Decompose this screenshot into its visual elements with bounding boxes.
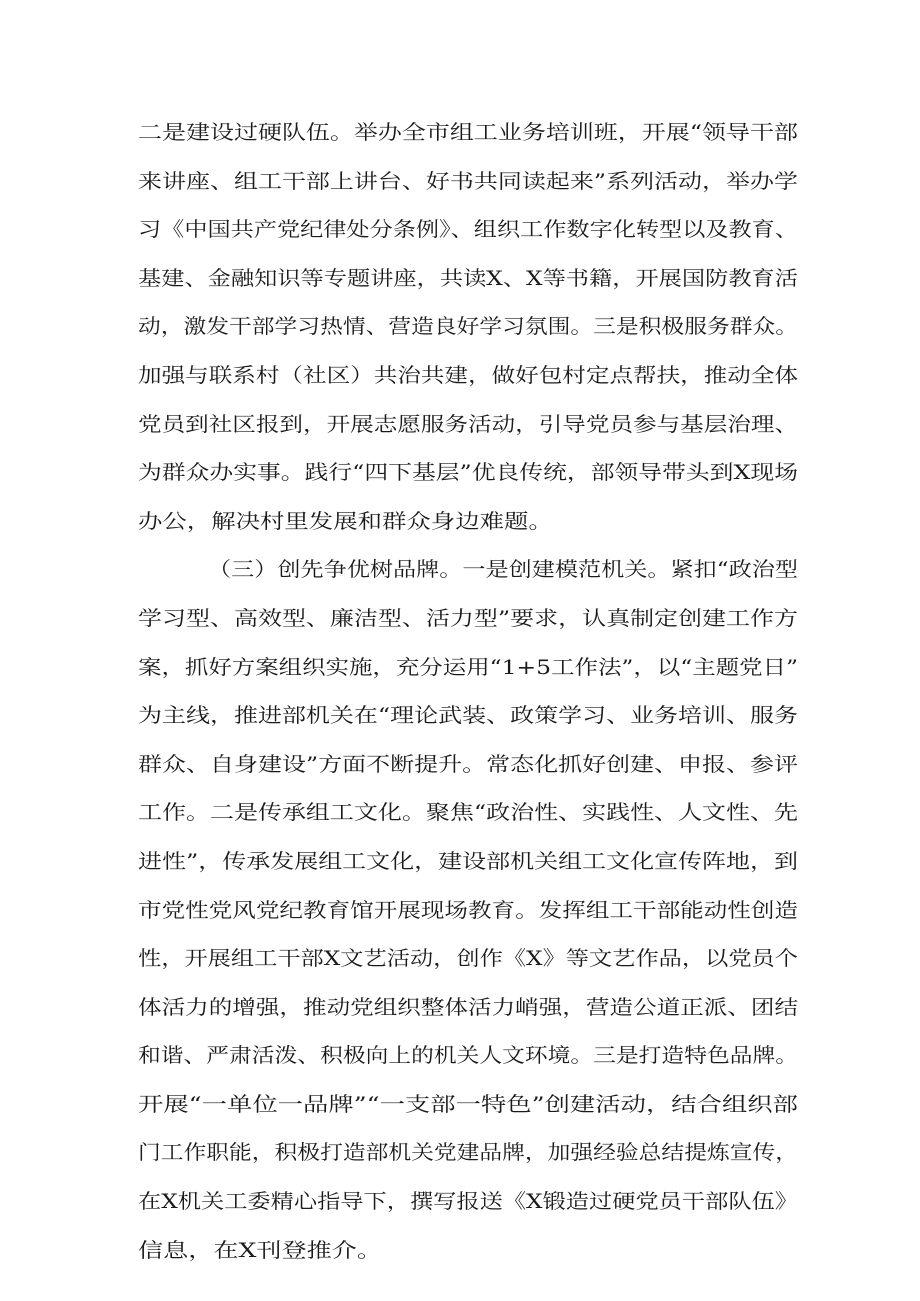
line-text: 门工作职能，积极打造部机关党建品牌，加强经验总结提炼宣传， xyxy=(138,1140,798,1165)
line-text: 和谐、严肃活泼、积极向上的机关人文环境。三是打造特色品牌。 xyxy=(138,1043,798,1068)
document-body xyxy=(138,108,798,1274)
text-line-last xyxy=(138,497,798,546)
line-text: 体活力的增强，推动党组织整体活力峭强，营造公道正派、团结 xyxy=(138,994,799,1019)
text-line xyxy=(138,157,798,206)
line-text: 为主线，推进部机关在“理论武装、政策学习、业务培训、服务 xyxy=(138,703,799,728)
text-line xyxy=(138,643,798,692)
text-line xyxy=(138,983,798,1032)
text-line xyxy=(138,1080,798,1129)
line-text: 基建、金融知识等专题讲座，共读X、X等书籍，开展国防教育活 xyxy=(138,265,799,290)
text-line-last xyxy=(138,1226,798,1275)
line-text: 来讲座、组工干部上讲台、好书共同读起来”系列活动，举办学 xyxy=(138,168,799,193)
paragraph-team-building xyxy=(138,108,798,545)
paragraph-brand-building xyxy=(138,545,798,1274)
line-text: 学习型、高效型、廉洁型、活力型”要求，认真制定创建工作方 xyxy=(138,605,799,630)
text-line xyxy=(138,691,798,740)
text-line xyxy=(138,740,798,789)
text-line xyxy=(138,837,798,886)
text-line xyxy=(138,254,798,303)
line-text: 群众、自身建设”方面不断提升。常态化抓好创建、申报、参评 xyxy=(138,751,799,776)
line-text: 习《中国共产党纪律处分条例》、组织工作数字化转型以及教育、 xyxy=(138,217,799,242)
line-text: 案，抓好方案组织实施，充分运用“1+5工作法”，以“主题党日” xyxy=(138,654,799,679)
line-text: 在X机关工委精心指导下，撰写报送《X锻造过硬党员干部队伍》 xyxy=(138,1189,799,1214)
line-text: 二是建设过硬队伍。举办全市组工业务培训班，开展“领导干部 xyxy=(138,120,799,144)
line-text: 开展“一单位一品牌”“一支部一特色”创建活动，结合组织部 xyxy=(138,1091,798,1116)
line-text: 为群众办实事。践行“四下基层”优良传统，部领导带头到X现场 xyxy=(138,460,799,485)
text-line xyxy=(138,934,798,983)
text-line xyxy=(138,1177,798,1226)
line-text: 性，开展组工干部X文艺活动，创作《X》等文艺作品，以党员个 xyxy=(138,946,799,971)
line-text: 加强与联系村（社区）共治共建，做好包村定点帮扶，推动全体 xyxy=(138,362,799,387)
line-text: 办公，解决村里发展和群众身边难题。 xyxy=(138,508,553,533)
text-line xyxy=(138,108,798,157)
text-line xyxy=(138,302,798,351)
text-line xyxy=(138,788,798,837)
text-line xyxy=(138,400,798,449)
text-line xyxy=(138,205,798,254)
line-text: 进性”，传承发展组工文化，建设部机关组工文化宣传阵地，到 xyxy=(138,848,799,873)
line-text: （三）创先争优树品牌。一是创建模范机关。紧扣“政治型 xyxy=(208,557,798,582)
line-text: 工作。二是传承组工文化。聚焦“政治性、实践性、人文性、先 xyxy=(138,800,799,825)
text-line xyxy=(138,594,798,643)
text-line xyxy=(138,1031,798,1080)
line-text: 市党性党风党纪教育馆开展现场教育。发挥组工干部能动性创造 xyxy=(138,897,799,922)
text-line xyxy=(138,351,798,400)
line-text: 动，激发干部学习热情、营造良好学习氛围。三是积极服务群众。 xyxy=(138,314,798,339)
line-text: 党员到社区报到，开展志愿服务活动，引导党员参与基层治理、 xyxy=(138,411,799,436)
text-line xyxy=(138,886,798,935)
text-line-indented xyxy=(138,545,798,594)
text-line xyxy=(138,1128,798,1177)
line-text: 信息，在X刊登推介。 xyxy=(138,1237,382,1262)
text-line xyxy=(138,448,798,497)
